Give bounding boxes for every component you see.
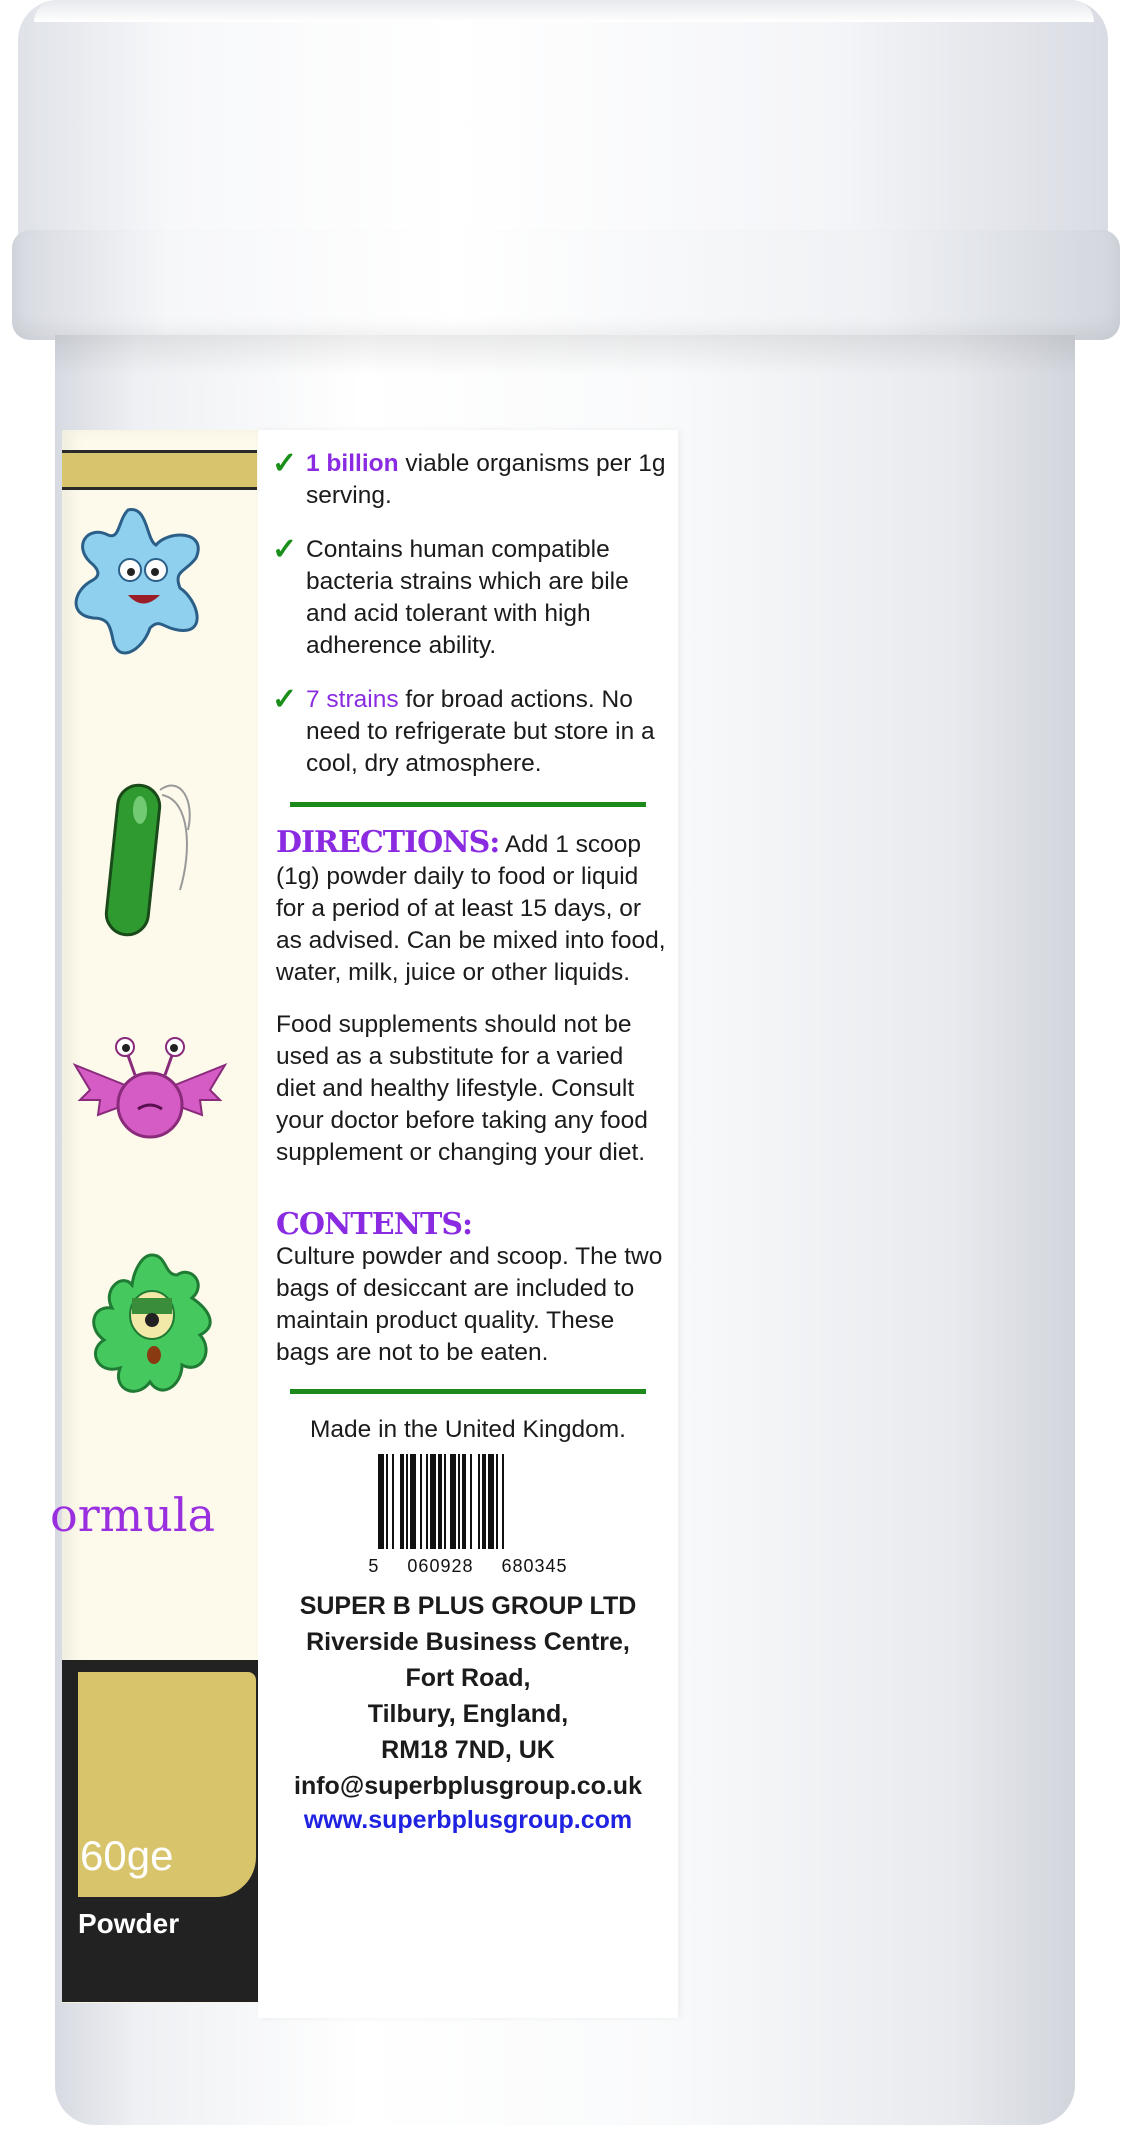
contents-text: Culture powder and scoop. The two bags of desiccant are included to maintain product quality. These bags are not to be eaten. [276, 1243, 663, 1366]
front-label-formula-text: ormula [50, 1488, 216, 1542]
barcode-digit-group: 5 [368, 1556, 380, 1576]
feature-bullet [268, 448, 668, 512]
company-email: info@superbplusgroup.co.uk [294, 1772, 642, 1800]
blue-star-microbe-icon [68, 500, 218, 670]
contents-section [276, 1209, 668, 1369]
address-line: Riverside Business Centre, [306, 1628, 630, 1656]
directions-text: Add 1 scoop (1g) powder daily to food or liquid for a period of at least 15 days, or as advised. Can be mixed into food, water, milk, juice or other liquids. [276, 831, 666, 986]
barcode-digit-group: 680345 [501, 1556, 568, 1576]
bottle-cap-top [34, 0, 1094, 22]
bullet-text: viable organisms per 1g serving. [306, 450, 666, 509]
back-label-content [268, 448, 668, 1836]
green-divider [290, 1389, 646, 1394]
bottle-cap-shadow [55, 335, 1075, 375]
company-address [268, 1588, 668, 1804]
bullet-text: Contains human compatible bacteria strains which are bile and acid tolerant with high adherence ability. [306, 536, 629, 659]
green-bacillus-microbe-icon [100, 770, 200, 940]
company-website[interactable]: www.superbplusgroup.com [303, 1806, 633, 1834]
warning-text: Food supplements should not be used as a substitute for a varied diet and healthy lifestyle. Consult your doctor before taking any food supplement or changing your diet. [276, 1011, 648, 1166]
pink-bat-microbe-icon [70, 1035, 230, 1155]
address-line: Fort Road, [405, 1664, 531, 1692]
barcode-icon [368, 1454, 568, 1554]
green-divider [290, 802, 646, 807]
bullet-highlight: 7 strains [306, 686, 399, 713]
company-name: SUPER B PLUS GROUP LTD [299, 1592, 637, 1620]
made-in-text: Made in the United Kingdom. [310, 1416, 626, 1443]
front-label-gold-bar [62, 450, 257, 490]
address-line: RM18 7ND, UK [381, 1736, 555, 1764]
checkmark-icon: ✓ [272, 683, 298, 716]
front-label-weight: 60ge [80, 1832, 174, 1879]
directions-heading: DIRECTIONS: [276, 825, 500, 860]
front-label-powder: Powder [78, 1908, 180, 1939]
address-line: Tilbury, England, [367, 1700, 569, 1728]
bullet-highlight: 1 billion [306, 450, 399, 477]
green-cyclops-microbe-icon [82, 1250, 222, 1410]
bullet-text: for broad actions. No need to refrigerate but store in a cool, dry atmosphere. [306, 686, 655, 777]
feature-bullet [268, 534, 668, 662]
directions-section [276, 827, 668, 989]
barcode-digit-group: 060928 [407, 1556, 474, 1576]
feature-bullet [268, 684, 668, 780]
bottle-cap-rim [12, 230, 1120, 340]
barcode-digits [268, 1550, 668, 1582]
checkmark-icon: ✓ [272, 533, 298, 566]
contents-heading: CONTENTS: [276, 1207, 473, 1242]
barcode [268, 1454, 668, 1554]
checkmark-icon: ✓ [272, 447, 298, 480]
